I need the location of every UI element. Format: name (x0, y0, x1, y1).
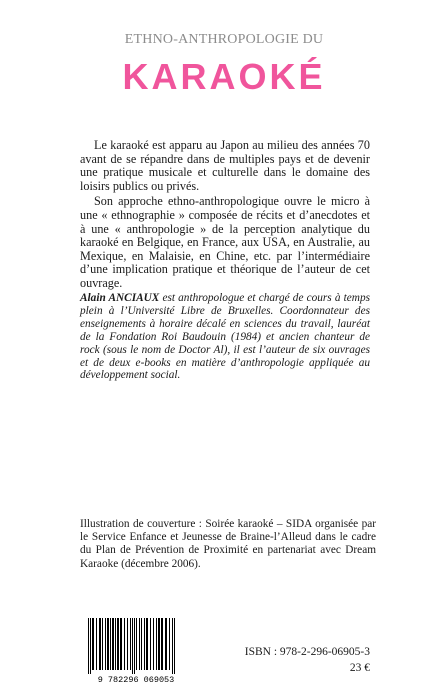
barcode-bar (134, 618, 135, 674)
series-supertitle: ETHNO-ANTHROPOLOGIE DU (124, 32, 324, 47)
author-bio (80, 292, 370, 382)
barcode-bar (107, 618, 109, 670)
barcode-bar (96, 618, 97, 670)
barcode-bar (99, 618, 101, 670)
blurb (80, 139, 370, 293)
barcode-bar (102, 618, 103, 670)
barcode-bar (110, 618, 111, 670)
barcode-bar (172, 618, 173, 674)
barcode-bar (158, 618, 160, 670)
barcode-bar (146, 618, 148, 670)
barcode-bar (105, 618, 106, 670)
barcode-bar (165, 618, 167, 670)
barcode-bar (144, 618, 145, 670)
barcode-bar (124, 618, 125, 670)
barcode-bar (90, 618, 91, 674)
barcode-bar (130, 618, 131, 670)
barcode-bar (132, 618, 133, 674)
barcode-bar (88, 618, 89, 674)
barcode-bar (120, 618, 122, 670)
barcode-bar (115, 618, 116, 670)
barcode-bar (169, 618, 170, 670)
blurb-paragraph-1: Le karaoké est apparu au Japon au milieu des années 70 avant de se répandre dans de multiples pays et de devenir une pratique musicale et culturelle dans le domaine des loisirs publics ou privés. (80, 138, 370, 193)
author-name: Alain ANCIAUX (80, 292, 160, 304)
barcode-bar (112, 618, 114, 670)
barcode-image (84, 616, 188, 684)
barcode-bar (141, 618, 142, 670)
barcode-bar (92, 618, 94, 670)
barcode-bar (161, 618, 163, 670)
barcode-digits: 9 782296 069053 (97, 675, 175, 684)
isbn: ISBN : 978-2-296-06905-3 (244, 646, 370, 658)
blurb-paragraph-2: Son approche ethno-anthropologique ouvre le micro à une « ethnographie » composée de récits et d’anecdotes et à une « anthropologie » de la perception analytique du karaoké en Belgique, en France, aux USA, en Australie, au Mexique, en Malaisie, en Chine, etc. par l’intermédiaire d’une implication pratique et théorique de l’auteur de cet ouvrage. (80, 194, 370, 290)
barcode-bar (139, 618, 140, 670)
author-bio-text: est anthropologue et chargé de cours à temps plein à l’Université Libre de Bruxelles. Coordonnateur des enseignements à horaire décalé en sciences du travail, lauréat de la Fondation Roi Baudouin (1984) et ancien chanteur de rock (sous le nom de Doctor Al), il est l’auteur de six ouvrages et de deux e-books en matière d’anthropologie appliquée au développement social. (80, 292, 370, 382)
barcode-bar (174, 618, 175, 674)
barcode-bar (136, 618, 137, 670)
cover-illustration-credit: Illustration de couverture : Soirée karaoké – SIDA organisée par le Service Enfance et Jeunesse de Braine-l’Alleud dans le cadre du Plan de Prévention de Proximité en partenariat avec Dream Karaoke (décembre 2006). (80, 518, 376, 570)
price: 23 € (349, 662, 370, 674)
book-title: KARAOKÉ (122, 56, 326, 97)
barcode-bar (117, 618, 119, 670)
barcode-bar (153, 618, 154, 670)
barcode-bar (150, 618, 151, 670)
barcode-bar (127, 618, 128, 670)
barcode-bar (156, 618, 157, 670)
